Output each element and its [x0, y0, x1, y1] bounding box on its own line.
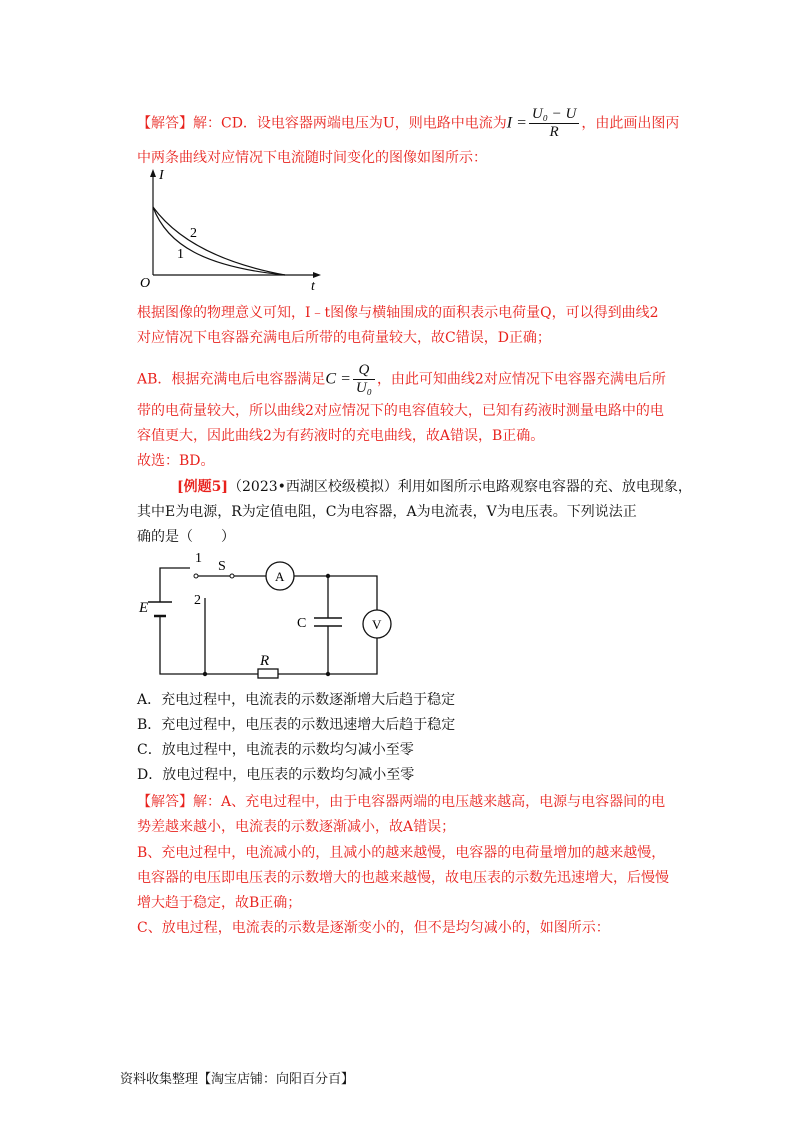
- capacitor-label: C: [297, 616, 307, 631]
- junction-top-right: [326, 574, 330, 578]
- answer1-line1: 【解答】解：CD．设电容器两端电压为U，则电路中电流为I = $\frac{\text{U₀ − U}}{R}$ ，由此画出图丙: [137, 106, 680, 140]
- wire-voltmeter-bottom: [328, 638, 377, 674]
- analysis-choice: 故选：BD。: [137, 453, 215, 469]
- answer2-line4: 电容器的电压即电压表的示数增大的也越来越慢，故电压表的示数先迅速增大，后慢慢: [137, 870, 669, 886]
- example5-line2: 其中E为电源，R为定值电阻，C为电容器，A为电流表，V为电压表。下列说法正: [137, 504, 637, 520]
- curve-2: [153, 207, 285, 275]
- answer1-line2: 中两条曲线对应情况下电流随时间变化的图像如图所示：: [137, 150, 487, 166]
- example5-line1: [例题5]（2023•西湖区校级模拟）利用如图所示电路观察电容器的充、放电现象，: [177, 479, 692, 495]
- wire-left-bottom: [160, 616, 260, 674]
- answer-tag: 【解答】: [137, 794, 193, 810]
- graph-y-arrow: [150, 169, 156, 177]
- answer2-line5: 增大趋于稳定，故B正确；: [137, 895, 302, 911]
- wire-ammeter-node: [294, 576, 377, 610]
- answer-tag: 【解答】: [137, 115, 193, 132]
- circuit-diagram: [130, 548, 400, 683]
- answer2-line3: B、充电过程中，电流减小的，且减小的越来越慢，电容器的电荷量增加的越来越慢，: [137, 845, 666, 861]
- curve-2-label: 2: [190, 226, 197, 241]
- option-b: B．充电过程中，电压表的示数迅速增大后趋于稳定: [137, 717, 456, 733]
- wire-left-top: [160, 568, 190, 602]
- junction-bottom-right: [326, 672, 330, 676]
- analysis-p2-line2: 带的电荷量较大，所以曲线2对应情况下的电容值较大，已知有药液时测量电路中的电: [137, 403, 664, 419]
- option-c: C．放电过程中，电流表的示数均匀减小至零: [137, 742, 414, 758]
- analysis-p2-line1: AB．根据充满电后电容器满足C = $\frac{Q}{\text{U₀}}$ ，由此可知曲线2对应情况下电容器充满电后所: [137, 362, 666, 396]
- voltmeter-label: V: [372, 617, 382, 632]
- junction-bottom-left: [203, 672, 207, 676]
- graph-x-arrow: [313, 272, 321, 278]
- terminal-1-dot: [194, 574, 198, 578]
- switch-label: S: [218, 559, 226, 574]
- footer-source: 资料收集整理【淘宝店铺：向阳百分百】: [120, 1072, 355, 1087]
- answer2-line6: C、放电过程，电流表的示数是逐渐变小的，但不是均匀减小的，如图所示：: [137, 920, 610, 936]
- current-eq-lhs: I =: [506, 114, 527, 132]
- resistor-label: R: [260, 653, 270, 669]
- analysis-p1-line1: 根据图像的物理意义可知，I﹣t图像与横轴围成的面积表示电荷量Q，可以得到曲线2: [137, 305, 659, 321]
- option-d: D．放电过程中，电压表的示数均匀减小至零: [137, 767, 415, 783]
- example5-line3: 确的是（ ）: [137, 529, 235, 545]
- analysis-p2-line3: 容值更大，因此曲线2为有药液时的充电曲线，故A错误，B正确。: [137, 428, 545, 444]
- terminal-1-label: 1: [195, 551, 202, 566]
- graph-origin: O: [140, 276, 151, 291]
- option-a: A．充电过程中，电流表的示数逐渐增大后趋于稳定: [137, 692, 456, 708]
- graph-y-label: I: [159, 168, 164, 183]
- source-label: E: [139, 600, 149, 616]
- curve-1-label: 1: [177, 247, 184, 262]
- answer2-line1: 【解答】解：A、充电过程中，由于电容器两端的电压越来越高，电源与电容器间的电: [137, 794, 666, 810]
- answer2-line2: 势差越来越小，电流表的示数逐渐减小，故A错误；: [137, 819, 456, 835]
- curve-1: [153, 207, 285, 275]
- resistor-body: [258, 669, 278, 678]
- example-tag: [例题5]: [177, 479, 228, 495]
- analysis-p1-line2: 对应情况下电容器充满电后所带的电荷量较大，故C错误，D正确；: [137, 330, 551, 346]
- graph-x-label: t: [311, 279, 315, 292]
- terminal-2-label: 2: [194, 593, 201, 608]
- ammeter-label: A: [275, 569, 285, 584]
- current-time-graph: [135, 167, 335, 292]
- current-eq-fraction: $\frac{\text{U₀ − U}}{R}$: [529, 106, 580, 141]
- capacitance-eq-fraction: $\frac{Q}{\text{U₀}}$: [353, 362, 375, 397]
- switch-pivot: [230, 574, 234, 578]
- capacitance-eq-lhs: C =: [325, 370, 351, 388]
